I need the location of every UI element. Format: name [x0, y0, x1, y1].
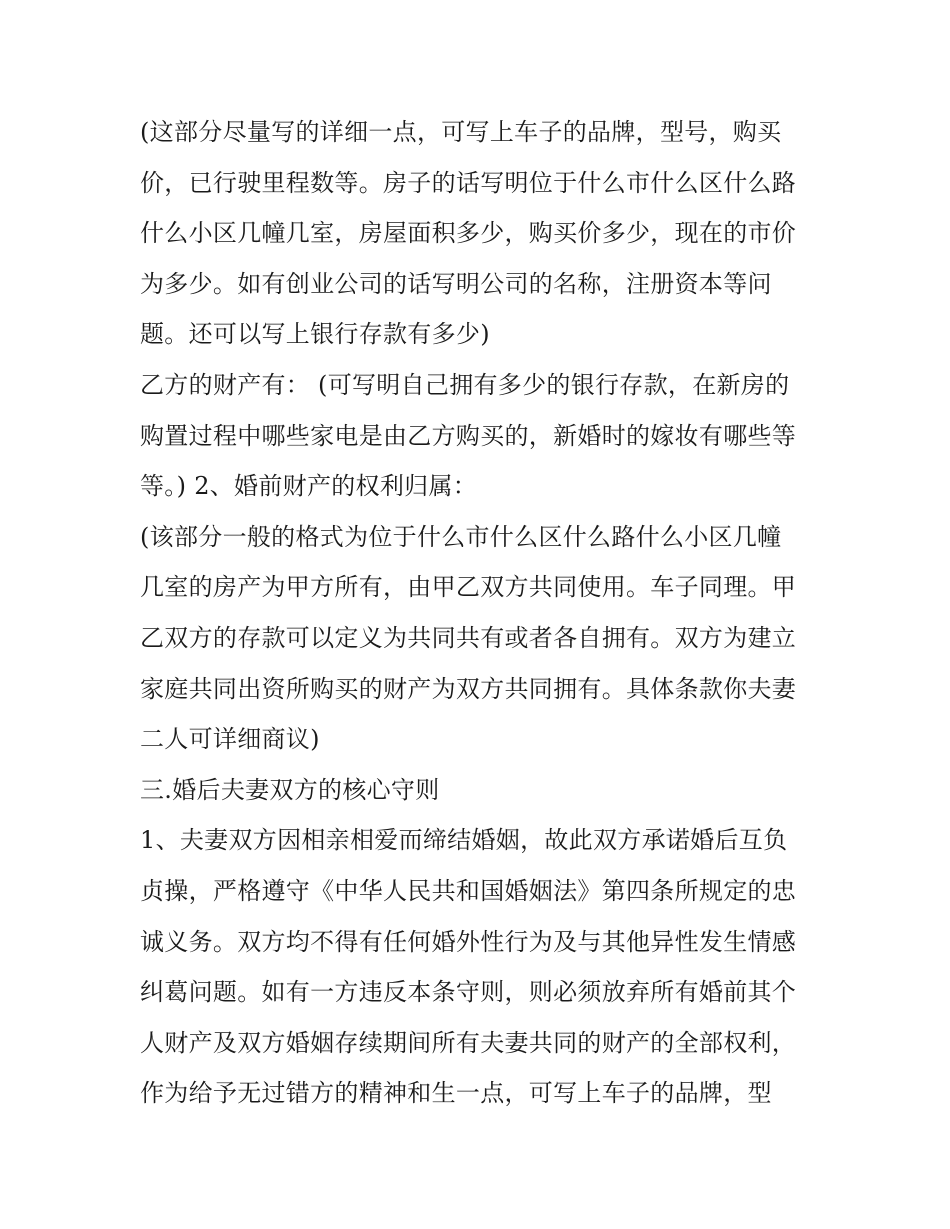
text-line: 等。) 2、婚前财产的权利归属： [140, 472, 478, 501]
text-line: 几室的房产为甲方所有，由甲乙双方共同使用。车子同理。甲 [140, 573, 797, 602]
text-line: 纠葛问题。如有一方违反本条守则，则必须放弃所有婚前其个 [140, 978, 797, 1007]
text-line: (这部分尽量写的详细一点，可写上车子的品牌，型号，购买 [140, 118, 782, 146]
text-line: 贞操，严格遵守《中华人民共和国婚姻法》第四条所规定的忠 [140, 876, 797, 905]
text-line: 购置过程中哪些家电是由乙方购买的，新婚时的嫁妆有哪些等 [140, 421, 797, 450]
text-line: (该部分一般的格式为位于什么市什么区什么路什么小区几幢 [140, 522, 782, 551]
text-line: 人财产及双方婚姻存续期间所有夫妻共同的财产的全部权利， [140, 1028, 797, 1057]
text-line: 二人可详细商议) [140, 725, 320, 754]
text-line: 家庭共同出资所购买的财产为双方共同拥有。具体条款你夫妻 [140, 674, 797, 703]
text-line: 诚义务。双方均不得有任何婚外性行为及与其他异性发生情感 [140, 927, 797, 956]
text-line: 题。还可以写上银行存款有多少) [140, 320, 490, 349]
text-line: 价，已行驶里程数等。房子的话写明位于什么市什么区什么路 [140, 168, 797, 197]
section-heading: 三.婚后夫妻双方的核心守则 [140, 775, 440, 804]
text-line: 作为给予无过错方的精神和生一点，可写上车子的品牌，型 [140, 1079, 772, 1108]
text-line: 为多少。如有创业公司的话写明公司的名称，注册资本等问 [140, 269, 772, 298]
document-body [140, 107, 820, 1119]
text-line: 什么小区几幢几室，房屋面积多少，购买价多少，现在的市价 [140, 219, 797, 248]
text-line: 乙双方的存款可以定义为共同共有或者各自拥有。双方为建立 [140, 623, 797, 652]
text-line: 乙方的财产有： (可写明自己拥有多少的银行存款，在新房的 [140, 370, 790, 399]
text-line: 1、夫妻双方因相亲相爱而缔结婚姻，故此双方承诺婚后互负 [140, 826, 788, 855]
